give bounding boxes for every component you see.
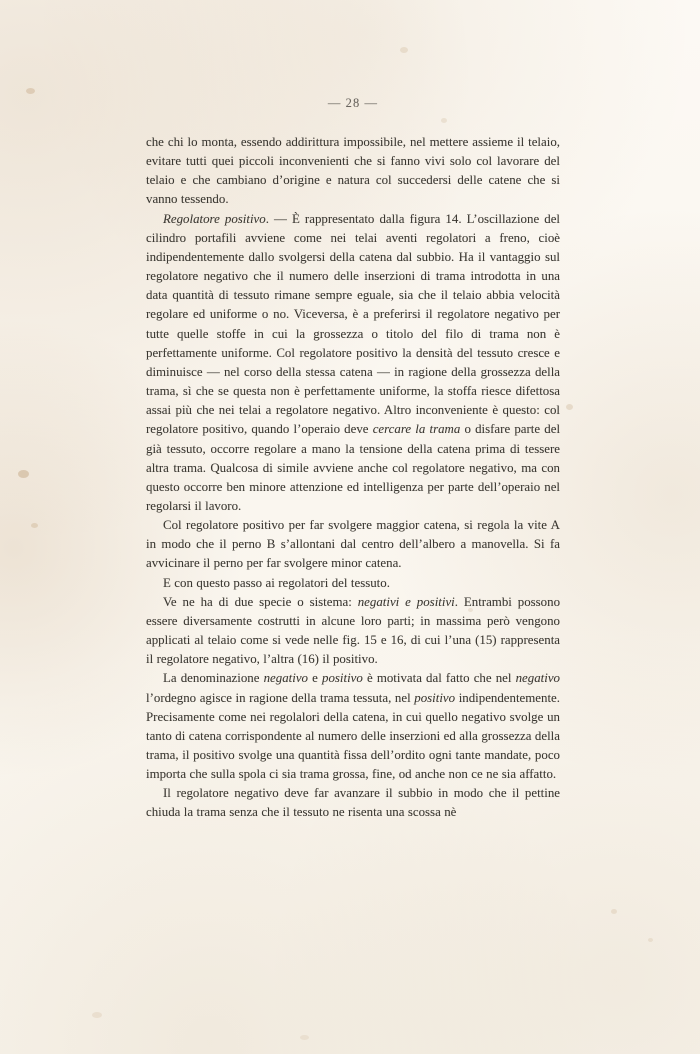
foxing-speck (18, 470, 29, 478)
foxing-speck (26, 88, 35, 94)
p-regolatore-positivo: Regolatore positivo. — È rappresentato dalla figura 14. L’oscillazione del cilindro portafili avviene come nei telai aventi regolatori a freno, cioè indipendentemente dallo svolgersi della catena dal subbio. Ha il vantaggio sul regolatore negativo che il numero delle inserzioni di trama introdotta in una data quantità di tessuto rimane sempre eguale, sia che il telaio abbia velocità regolare ed uniforme o no. Viceversa, è a preferirsi il regolatore negativo per tutte quelle stoffe in cui la grossezza o titolo del filo di trama non è perfettamente uniforme. Col regolatore positivo la densità del tessuto cresce e diminuisce — nel corso della stessa catena — in ragione della grossezza della trama, sì che se questa non è perfettamente uniforme, la stoffa riesce difettosa assai più che nei telai a regolatore negativo. Altro inconveniente è questo: col regolatore positivo, quando l’operaio deve cercare la trama o disfare parte del già tessuto, occorre regolare a mano la tensione della catena prima di tessere altra trama. Qualcosa di simile avviene anche col regolatore negativo, ma con questo occorre ben minore attenzione ed intelligenza per parte dell’operaio nel regolarsi il lavoro. (146, 211, 561, 513)
emphasized-term: negativo (515, 671, 560, 686)
p-col-regolatore-positivo: Col regolatore positivo per far svolgere maggior catena, si regola la vite A in modo che il perno B s’allontani dal centro dell’albero a manovella. Si fa avvicinare il perno per far svolgere minor catena. (146, 518, 560, 571)
emphasized-term: Regolatore positivo (163, 211, 266, 226)
body-text (146, 133, 560, 823)
emphasized-term: cercare la trama (372, 422, 461, 437)
foxing-speck (92, 1012, 102, 1018)
page-folio-number: — 28 — (327, 96, 379, 110)
p-ve-ne-ha-di-due-specie: Ve ne ha di due specie o sistema: negativi e positivi. Entrambi possono essere diversamente costrutti in alcune loro parti; in massima però vengono applicati al telaio come si vede nelle fig. 15 e 16, di cui l’una (15) rappresenta il regolatore negativo, l’altra (16) il positivo. (146, 594, 561, 667)
emphasized-term: negativi e positivi (357, 594, 455, 609)
p-e-con-questo-passo: E con questo passo ai regolatori del tessuto. (163, 575, 390, 590)
emphasized-term: positivo (414, 690, 456, 705)
page-text-column (146, 96, 560, 823)
foxing-speck (566, 404, 573, 410)
p-la-denominazione: La denominazione negativo e positivo è motivata dal fatto che nel negativo l’ordegno agisce in ragione della trama tessuta, nel positivo indipendentemente. Precisamente come nei regolalori della catena, in cui quello negativo svolge un tanto di catena corrispondente al numero delle inserzioni ed alla grossezza della trama, il positivo svolge una quantità fissa dell’ordito ogni tante mandate, poco importa che sulla spola ci sia trama grossa, fine, od anche non ce ne sia affatto. (146, 671, 560, 782)
p-che-chi-lo-monta: che chi lo monta, essendo addirittura impossibile, nel mettere assieme il telaio, evitare tutti quei piccoli inconvenienti che si fanno vivi solo col lavorare del telaio e che cambiano d’origine e natura col succedersi delle catene che si vanno tessendo. (146, 135, 560, 207)
emphasized-term: positivo (322, 671, 363, 686)
foxing-speck (300, 1035, 309, 1040)
foxing-speck (31, 523, 38, 528)
foxing-speck (400, 47, 408, 53)
emphasized-term: negativo (263, 671, 308, 686)
foxing-speck (611, 909, 617, 914)
foxing-speck (648, 938, 653, 942)
p-il-regolatore-negativo: Il regolatore negativo deve far avanzare il subbio in modo che il pettine chiuda la trama senza che il tessuto ne risenta una scossa nè (146, 786, 560, 820)
